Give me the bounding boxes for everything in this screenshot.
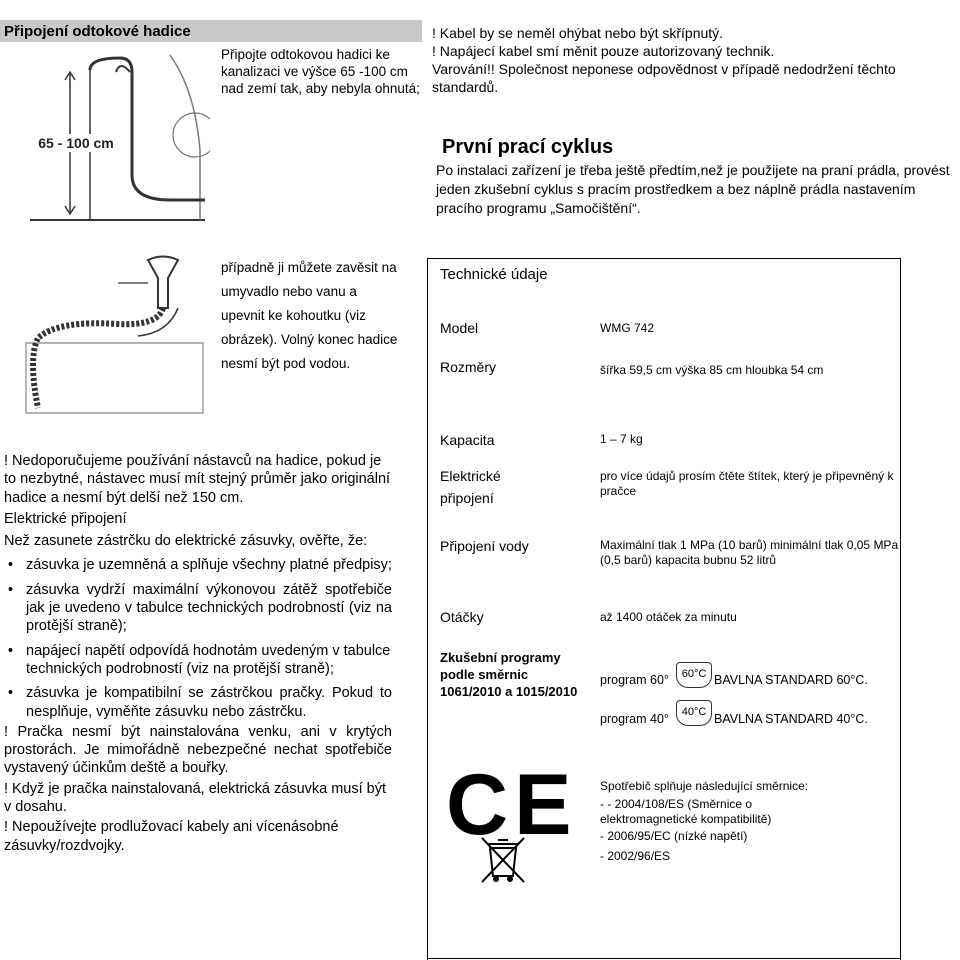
rpm-value: až 1400 otáček za minutu (600, 610, 737, 624)
table-border-left (427, 258, 428, 960)
drain-text: Připojte odtokovou hadici ke kanalizaci ve výšce 65 -100 cm nad zemí tak, aby nebyla ohnutá; (221, 47, 420, 96)
elec-label-line: připojení (440, 490, 494, 506)
water-value: Maximální tlak 1 MPa (10 barů) minimální tlak 0,05 MPa (0,5 barů) kapacita bubnu 52 litrů (600, 538, 899, 567)
prog60-value: BAVLNA STANDARD 60°C. (714, 673, 868, 687)
temp-40-icon: 40°C (676, 700, 712, 726)
adapter-note: ! Nedoporučujeme používání nástavců na hadice, pokud je to nezbytné, nástavec musí mít stejný průměr jako originální hadice a nesmí být delší než 150 cm. (4, 453, 391, 506)
directive-item: - - 2004/108/ES (Směrnice o elektromagnetické kompatibilitě) (600, 797, 772, 826)
prog40-value: BAVLNA STANDARD 40°C. (714, 712, 868, 726)
model-value: WMG 742 (600, 321, 655, 335)
drain-height-illustration (20, 50, 210, 225)
section-title: Připojení odtokové hadice (4, 23, 191, 40)
test-programs-label: Zkušební programy podle směrnic 1061/2010 a 1015/2010 (440, 650, 578, 699)
dims-value: šířka 59,5 cm výška 85 cm hloubka 54 cm (600, 363, 824, 377)
weee-bin-icon (480, 836, 526, 886)
prog40-label: program 40° (600, 712, 669, 726)
bullet-item: • zásuvka je uzemněná a splňuje všechny platné předpisy; (4, 556, 392, 574)
electrical-section (4, 452, 392, 855)
socket-note: ! Když je pračka nainstalovaná, elektrická zásuvka musí být v dosahu. (4, 780, 387, 816)
directive-item: - 2006/95/EC (nízké napětí) (600, 829, 748, 843)
elec-value: pro více údajů prosím čtěte štítek, který je připevněný k pračce (600, 469, 894, 498)
sink-hose-illustration (18, 248, 213, 418)
water-label: Připojení vody (440, 538, 529, 554)
electrical-title: Elektrické připojení (4, 510, 127, 527)
ce-mark-icon: CE (446, 757, 578, 853)
directives-title: Spotřebič splňuje následující směrnice: (600, 779, 809, 793)
table-border-right (900, 258, 901, 960)
sink-text: případně ji můžete zavěsit na umyvadlo nebo vanu a upevnit ke kohoutku (viz obrázek). Volný konec hadice nesmí být pod vodou. (221, 260, 398, 371)
section-header (0, 20, 422, 42)
first-cycle-body: Po instalaci zařízení je třeba ještě předtím,než je použijete na praní prádla, provést jeden zkušební cyklus s pracím prostředkem a bez náplně prádla nastavením pracího programu „Samočištění“. (436, 162, 950, 216)
rpm-label: Otáčky (440, 609, 484, 625)
tech-title: Technické údaje (440, 266, 548, 283)
temp-60-icon: 60°C (676, 662, 712, 688)
table-border-top (427, 258, 901, 259)
capacity-value: 1 – 7 kg (600, 432, 643, 446)
dims-label: Rozměry (440, 359, 497, 375)
directive-item: - 2002/96/ES (600, 849, 671, 863)
cable-warnings (432, 24, 952, 96)
first-cycle-title: První prací cyklus (442, 136, 614, 158)
outdoor-note: ! Pračka nesmí být nainstalována venku, ani v krytých prostorách. Je mimořádně nebezpečné nechat spotřebiče vystavený účinkům deště a bouřky. (4, 723, 392, 777)
warning-line: ! Kabel by se neměl ohýbat nebo být skřípnutý. (432, 25, 724, 41)
bullet-item: • zásuvka je kompatibilní se zástrčkou pračky. Pokud to nesplňuje, vyměňte zásuvku nebo zástrčku. (4, 684, 392, 721)
warning-line: Varování!! Společnost neponese odpovědnost v případě nedodržení těchto standardů. (432, 61, 896, 95)
bullet-item: • zásuvka vydrží maximální výkonovou zátěž spotřebiče jak je uvedeno v tabulce technických podrobností (viz na protější straně); (4, 581, 392, 636)
elec-label (440, 465, 501, 509)
height-label: 65 - 100 cm (38, 135, 114, 151)
electrical-intro: Než zasunete zástrčku do elektrické zásuvky, ověřte, že: (4, 533, 368, 550)
prog60-label: program 60° (600, 673, 669, 687)
warning-line: ! Napájecí kabel smí měnit pouze autorizovaný technik. (432, 43, 775, 59)
bullet-item: • napájecí napětí odpovídá hodnotám uvedeným v tabulce technických podrobností (viz na protější straně); (4, 642, 392, 679)
extension-note: ! Nepoužívejte prodlužovací kabely ani vícenásobné zásuvky/rozdvojky. (4, 819, 339, 854)
table-border-bottom (427, 958, 901, 959)
capacity-label: Kapacita (440, 432, 495, 448)
model-label: Model (440, 320, 479, 336)
elec-label-line: Elektrické (440, 468, 501, 484)
